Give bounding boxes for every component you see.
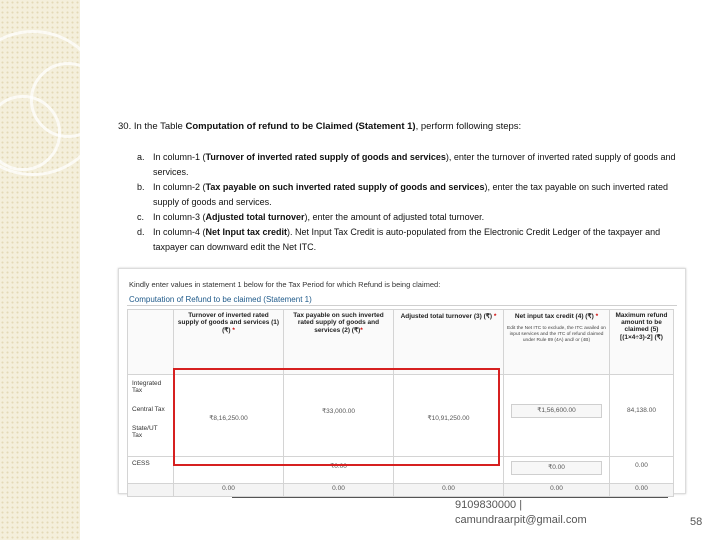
- max-refund-cell: [610, 375, 674, 457]
- instruction-heading: [118, 121, 698, 132]
- cess-max-refund-value: 0.00: [635, 462, 648, 469]
- column-label: Net input tax credit (4) (₹): [514, 313, 594, 320]
- instruction-steps: [137, 150, 692, 255]
- step-text: ), enter the tax payable on such inverted rated supply of goods and services.: [153, 182, 669, 207]
- highlight-box: [173, 368, 500, 466]
- step-b: [137, 180, 692, 210]
- column-header-turnover: [174, 310, 284, 375]
- step-letter: c.: [137, 212, 145, 222]
- column-label: Turnover of inverted rated supply of goods and services (1) (₹): [177, 312, 280, 334]
- step-bold: Adjusted total turnover: [205, 212, 305, 222]
- step-bold: Tax payable on such inverted rated supply of goods and services: [205, 182, 485, 192]
- row-label-header: [128, 310, 174, 375]
- column-header-tax-payable: [284, 310, 394, 375]
- required-mark: *: [595, 313, 599, 320]
- heading-number: 30.: [118, 121, 132, 132]
- step-letter: d.: [137, 227, 145, 237]
- step-text: ), enter the turnover of inverted rated supply of goods and services.: [153, 152, 676, 177]
- column-header-max-refund: [610, 310, 674, 375]
- step-c: [137, 210, 692, 225]
- step-d: [137, 225, 692, 255]
- net-itc-cell: [504, 375, 610, 457]
- footer-contact: [455, 487, 685, 528]
- tax-type-labels: [128, 375, 174, 457]
- max-refund-value: 84,138.00: [627, 407, 656, 414]
- cess-net-itc-cell: [504, 457, 610, 484]
- step-letter: b.: [137, 182, 145, 192]
- required-mark: *: [232, 327, 235, 334]
- step-bold: Turnover of inverted rated supply of goods and services: [205, 152, 446, 162]
- page-number: 58: [690, 516, 703, 528]
- total-label-cell: [128, 484, 174, 497]
- total-value: 0.00: [284, 484, 394, 497]
- step-letter: a.: [137, 152, 145, 162]
- step-text: In column-3 (: [153, 212, 206, 222]
- total-value: 0.00: [394, 484, 504, 497]
- total-value: 0.00: [174, 484, 284, 497]
- step-bold: Net Input tax credit: [205, 227, 288, 237]
- cess-net-itc-input[interactable]: ₹0.00: [511, 461, 602, 475]
- footer-email: camundraarpit@gmail.com: [455, 514, 587, 526]
- heading-bold: Computation of refund to be Claimed (Statement 1): [185, 121, 416, 132]
- row-label-integrated: Integrated Tax: [132, 380, 162, 394]
- column-label: Tax payable on such inverted rated supply of goods and services (2) (₹): [293, 312, 384, 334]
- required-mark: *: [360, 327, 363, 334]
- net-itc-hint: Edit the Net ITC to exclude, the ITC availed on input services and the ITC of refund claimed under Rule 89 (4A) and/ or (4B): [507, 326, 606, 343]
- required-mark: *: [493, 313, 497, 320]
- row-label-state: State/UT Tax: [132, 425, 158, 439]
- heading-suffix: , perform following steps:: [415, 121, 522, 132]
- step-text: In column-2 (: [153, 182, 206, 192]
- tax-payable-input[interactable]: ₹33,000.00: [321, 408, 356, 415]
- step-text: In column-1 (: [153, 152, 206, 162]
- total-value: 0.00: [610, 484, 674, 497]
- column-label: Maximum refund amount to be claimed (5) [(1×4÷3)-2] (₹): [615, 312, 668, 341]
- net-itc-input[interactable]: ₹1,56,600.00: [511, 404, 602, 418]
- heading-prefix: In the Table: [133, 121, 186, 132]
- portal-note: Kindly enter values in statement 1 below for the Tax Period for which Refund is being claimed:: [129, 280, 441, 289]
- step-text: In column-4 (: [153, 227, 206, 237]
- cess-tax-payable-input[interactable]: ₹0.00: [330, 463, 347, 470]
- step-text: ), enter the amount of adjusted total turnover.: [304, 212, 485, 222]
- step-text: ). Net Input Tax Credit is auto-populated from the Electronic Credit Ledger of the taxpayer and taxpayer can downward edit the Net ITC.: [153, 227, 661, 252]
- column-label: Adjusted total turnover (3) (₹): [400, 313, 493, 320]
- column-header-adjusted-turnover: [394, 310, 504, 375]
- column-header-net-itc: [504, 310, 610, 375]
- turnover-input[interactable]: ₹8,16,250.00: [209, 415, 248, 422]
- cess-max-refund-cell: [610, 457, 674, 484]
- row-label-central: Central Tax: [132, 406, 165, 413]
- step-a: [137, 150, 692, 180]
- statement-caption: Computation of Refund to be claimed (Statement 1): [129, 295, 312, 304]
- total-value: 0.00: [504, 484, 610, 497]
- decorative-side-band: [0, 0, 80, 540]
- row-label-cess: CESS: [128, 457, 174, 484]
- adjusted-turnover-input[interactable]: ₹10,91,250.00: [427, 415, 470, 422]
- caption-divider: [127, 305, 677, 306]
- footer-cut-text: [455, 487, 685, 498]
- footer-phone: 9109830000 |: [455, 499, 523, 511]
